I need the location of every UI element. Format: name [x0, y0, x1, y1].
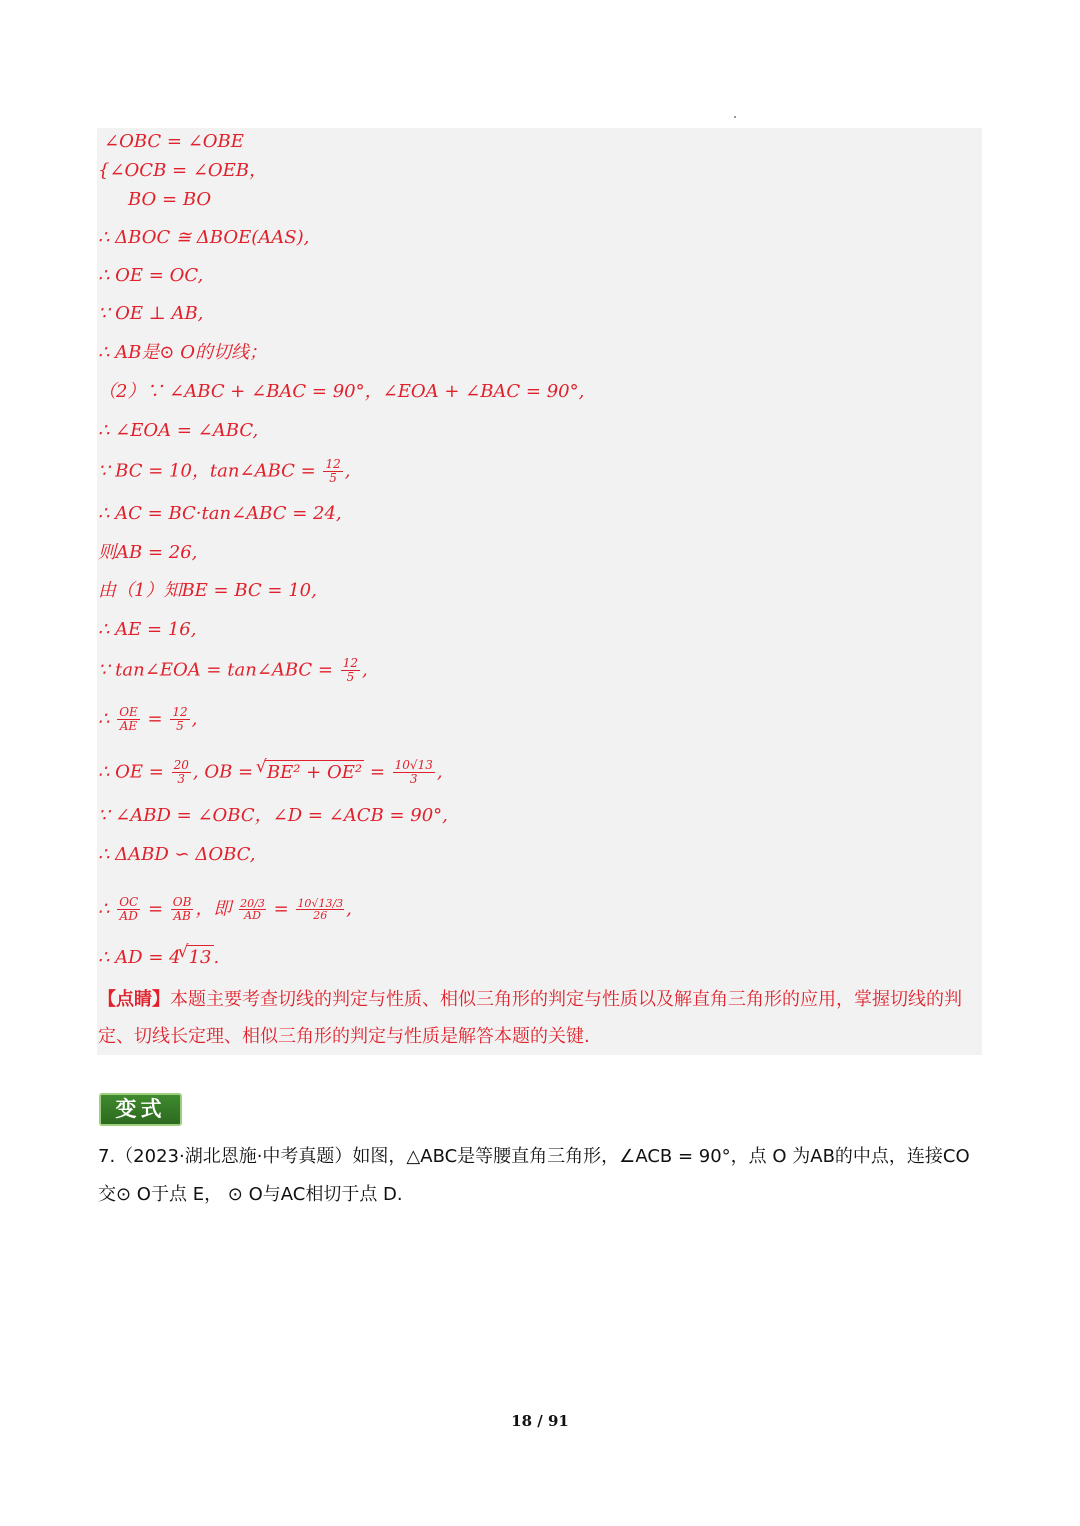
fraction-denominator: 5	[176, 719, 184, 733]
solution-line: ∵ ∠ABD = ∠OBC，∠D = ∠ACB = 90°,	[98, 805, 448, 826]
fraction	[239, 898, 266, 921]
solution-line: ∠OBC = ∠OBE	[104, 131, 244, 152]
solution-line: ∴ AB是⊙ O的切线；	[98, 342, 267, 363]
solution-line: 由（1）知BE = BC = 10,	[98, 580, 317, 601]
solution-line: （2）∵ ∠ABC + ∠BAC = 90°，∠EOA + ∠BAC = 90°,	[98, 381, 585, 402]
solution-line: ∴ AC = BC·tan∠ABC = 24,	[98, 503, 342, 524]
page-number: 18 / 91	[511, 1412, 569, 1430]
fraction-numerator: 10√13	[394, 758, 433, 772]
solution-line	[98, 458, 350, 485]
fraction-numerator: 12	[172, 705, 188, 719]
fraction	[323, 458, 342, 485]
fraction-numerator: 20	[173, 758, 189, 772]
solution-line: ∵ OE ⊥ AB,	[98, 303, 204, 324]
solution-line	[98, 896, 352, 923]
solution-line: ∴ ∠EOA = ∠ABC,	[98, 420, 259, 441]
solution-line	[98, 759, 443, 786]
fraction-numerator: OB	[172, 895, 192, 909]
fraction-numerator: 10√13/3	[297, 897, 344, 910]
line-text: ∴ OE =	[98, 761, 164, 783]
fraction-denominator: AD	[119, 909, 138, 923]
line-text: ∴	[98, 898, 110, 920]
square-root: √ BE² + OE²	[265, 760, 364, 785]
note-text: 本题主要考查切线的判定与性质、相似三角形的判定与性质以及解直角三角形的应用，掌握切线的判定、切线长定理、相似三角形的判定与性质是解答本题的关键.	[98, 989, 962, 1047]
solution-line: ∴ ΔBOC ≅ ΔBOE(AAS),	[98, 227, 310, 248]
fraction	[171, 896, 194, 923]
line-text: ,	[362, 659, 368, 681]
key-point-note	[98, 981, 978, 1055]
line-text: ,	[191, 708, 198, 730]
fraction-denominator: 3	[409, 772, 418, 786]
fraction	[172, 759, 191, 786]
fraction	[170, 706, 189, 733]
line-text: ∵ tan∠EOA = tan∠ABC =	[98, 659, 334, 681]
solution-line: {∠OCB = ∠OEB，	[98, 160, 268, 181]
solution-line: ∴ ΔABD ∽ ΔOBC,	[98, 844, 256, 865]
line-text: .	[213, 947, 220, 968]
line-text: =	[273, 898, 289, 920]
fraction-denominator: AD	[244, 909, 261, 922]
problem-statement: 7.（2023·湖北恩施·中考真题）如图，△ABC是等腰直角三角形，∠ACB = 90°，点 O 为AB的中点，连接CO交⊙ O于点 E， ⊙ O与AC相切于点 D.	[98, 1146, 970, 1205]
fraction-numerator: 20/3	[240, 897, 265, 910]
fraction-denominator: AB	[173, 909, 191, 923]
line-text: ,	[436, 761, 443, 783]
fraction-numerator: OE	[119, 705, 138, 719]
variant-badge: 变式	[99, 1093, 182, 1126]
speck	[734, 116, 736, 118]
solution-line: BO = BO	[128, 189, 212, 210]
fraction	[117, 896, 140, 923]
line-text: , OB =	[192, 761, 254, 783]
note-tag: 【点睛】	[98, 989, 170, 1010]
line-text: ,	[344, 460, 351, 482]
solution-line: ∴ AE = 16,	[98, 619, 197, 640]
fraction-numerator: 12	[325, 457, 341, 471]
fraction	[393, 759, 435, 786]
fraction-numerator: OC	[119, 895, 139, 909]
solution-line: 则AB = 26,	[98, 542, 198, 563]
fraction-denominator: 5	[346, 670, 355, 684]
solution-line	[98, 945, 219, 970]
square-root: √ 13	[187, 945, 214, 970]
line-text: =	[147, 708, 163, 730]
fraction-denominator: 3	[177, 772, 186, 786]
solution-line	[98, 657, 368, 684]
fraction	[117, 706, 140, 733]
solution-line: ∴ OE = OC,	[98, 265, 204, 286]
fraction-denominator: 5	[329, 471, 337, 485]
line-text: ∴ AD = 4	[98, 947, 181, 968]
line-text: ,	[346, 898, 352, 920]
fraction	[296, 898, 344, 921]
solution-line	[98, 706, 197, 733]
fraction-denominator: AE	[119, 719, 138, 733]
fraction	[341, 657, 360, 684]
line-text: ∵ BC = 10，tan∠ABC =	[98, 460, 316, 482]
fraction-numerator: 12	[342, 656, 359, 670]
line-text: ∴	[98, 708, 110, 730]
line-text: =	[369, 761, 385, 783]
line-text: ，即	[195, 898, 232, 920]
fraction-denominator: 26	[313, 909, 328, 922]
line-text: =	[147, 898, 164, 920]
